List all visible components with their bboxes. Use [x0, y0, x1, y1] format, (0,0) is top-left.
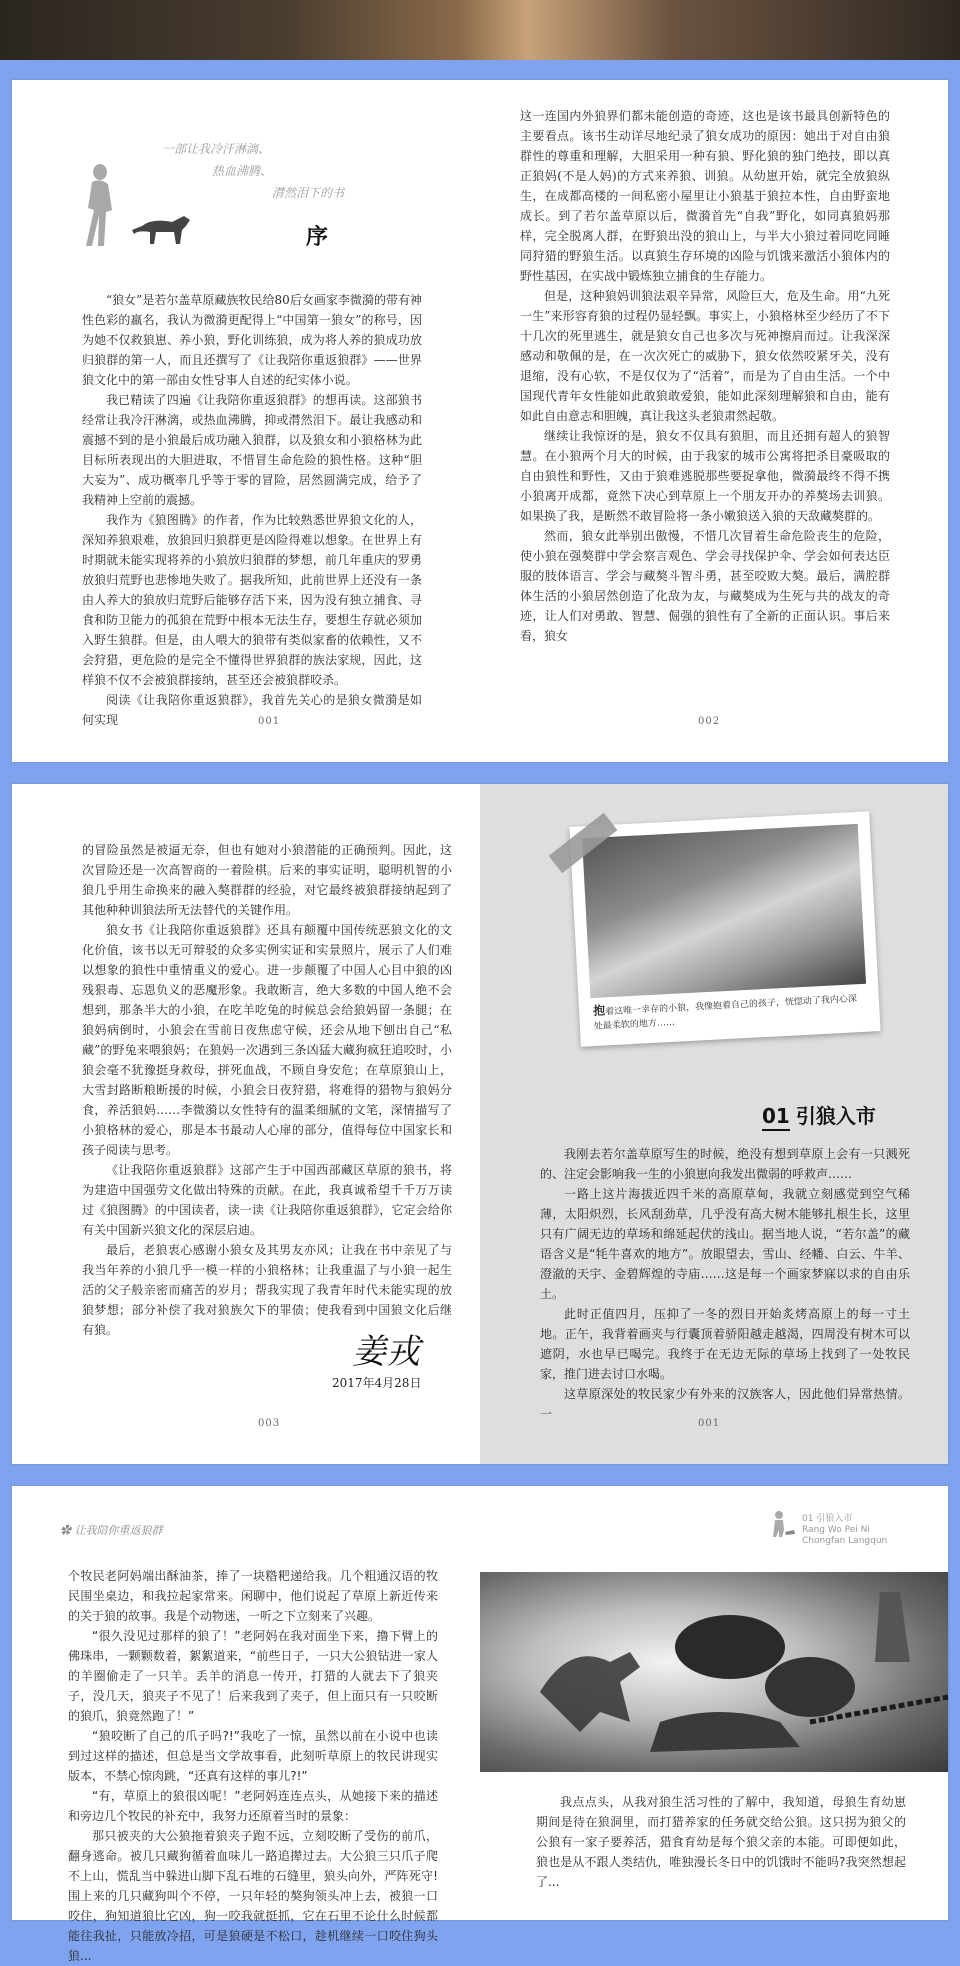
motto-line: 一部让我冷汗淋漓、	[162, 142, 271, 156]
paragraph: 个牧民老阿妈端出酥油茶，捧了一块糌粑递给我。几个粗通汉语的牧民围坐桌边，和我拉起家常来。闲聊中，他们说起了草原上新近传来的关于狼的故事。我是个动物迷，一听之下立刻来了兴趣。	[68, 1569, 438, 1623]
paragraph: 我作为《狼图腾》的作者，作为比较熟悉世界狼文化的人，深知养狼艰难，放狼回归狼群更是凶险得难以想象。在世界上有时期就未能实现将养的小狼放归狼群的梦想，前几年重庆的罗勇放狼归荒野也悲惨地失败了。据我所知，此前世界上还没有一条由人养大的狼放归荒野后能够存活下来，因为没有独立捕食、寻食和防卫能力的孤狼在荒野中根本无法生存，要想生存就必须加入野生狼群。但是，由人喂大的狼带有类似家畜的依赖性，又不会狩猎，更危险的是完全不懂得世界狼群的族法家规，因此，这样狼不仅不会被狼群接纳，甚至还会被狼群咬杀。	[82, 513, 422, 687]
chapter-title: 引狼入市	[795, 1104, 876, 1128]
paragraph: 继续让我惊讶的是，狼女不仅具有狼胆，而且还拥有超人的狼智慧。在小狼两个月大的时候，由于我家的城市公寓将把杀目豪吸取的自由狼性和野性，又由于狼难逃脱那些要捉拿他，微漪最终不得不携小狼离开成都，竟然下决心到草原上一个朋友开办的养獒场去训狼。如果换了我，是断然不敢冒险将一条小嫩狼送入狼的天敌藏獒群的。	[520, 429, 890, 523]
chapter-one-body-continued	[68, 1566, 438, 1966]
page-number: 002	[698, 716, 721, 727]
paragraph: “有，草原上的狼很凶呢！”老阿妈连连点头，从她接下来的描述和旁边几个牧民的补充中，我努力还原着当时的景象：	[68, 1789, 438, 1823]
paragraph: “很久没见过那样的狼了！”老阿妈在我对面坐下来，撸下臂上的佛珠串，一颗颗数着，絮絮道来，“前些日子，一只大公狼钻进一家人的羊圈偷走了一只羊。丢羊的消息一传开，打猎的人就去下了狼夹子，没几天，狼夹子不见了！后来我到了夹子，但上面只有一只咬断的狼爪，狼竟然跑了！”	[68, 1629, 438, 1723]
caption-text: 着这唯一幸存的小狼，我像抱着自己的孩子，恍惚动了我内心深处最柔软的地方……	[593, 994, 858, 1032]
chapter-heading	[762, 1100, 876, 1129]
chapter-one-body-right	[536, 1792, 906, 1892]
chapter-photo	[569, 811, 880, 1046]
chapter-one-opening-page	[480, 784, 948, 1464]
paragraph: 这草原深处的牧民家少有外来的汉族客人，因此他们异常热情。一	[540, 1387, 910, 1421]
paragraph: 然而，狼女此举别出傲慢，不惜几次冒着生命危险丧生的危险，使小狼在强獒群中学会察言观色、学会寻找保护伞、学会如何表达臣服的肢体语言、学会与藏獒斗智斗勇，甚至咬败大獒。最后，满腔群体生活的小狼居然创造了化敌为友，与藏獒成为生死与共的战友的奇迹，让人们对勇敢、智慧、倔强的狼性有了全新的正面认识。事后来看，狼女	[520, 529, 890, 643]
paragraph: 阅读《让我陪你重返狼群》，我首先关心的是狼女微漪是如何实现	[82, 693, 422, 727]
page-number: 001	[698, 1418, 721, 1429]
paragraph: 我已精读了四遍《让我陪你重返狼群》的想再读。这部狼书经常让我冷汗淋漓，或热血沸腾，抑或潸然泪下。最让我感动和震撼不到的是小狼最后成功融入狼群，以及狼女和小狼格林为此目标所表现出的大胆进取，不惜冒生命危险的狼性格。这种“胆大妄为”、成功概率几乎等于零的冒险，居然圆满完成，给予了我精神上空前的震撼。	[82, 393, 422, 507]
top-cropped-photo	[0, 0, 960, 60]
preface-title: 序	[306, 224, 329, 250]
paw-icon: ✿	[60, 1524, 75, 1537]
paragraph: 狼女书《让我陪你重返狼群》还具有颠覆中国传统恶狼文化的文化价值，该书以无可辩驳的众多实例实证和实景照片，展示了人们难以想象的狼性中重情重义的爱心。进一步颠覆了中国人心目中狼的凶残狠毒、忘恩负义的恶魔形象。我敢断言，绝大多数的中国人绝不会想到，那条半大的小狼，在吃羊吃兔的时候总会给狼妈留一条腿；在狼妈病倒时，小狼会在雪前日夜焦虑守候，还会从地下刨出自己“私藏”的野兔来喂狼妈；在狼妈一次遇到三条凶猛大藏狗疯狂追咬时，小狼会毫不犹豫挺身救母，拼死血战，不顾自身安危；在草原狼山上，大雪封路断粮断援的时候，小狼会日夜狩猎，将难得的猎物与狼妈分食，养活狼妈……李微漪以女性特有的温柔细腻的文笔，深情描写了小狼格林的爱心，那是本书最动人心扉的部分，值得每位中国家长和孩子阅读与思考。	[82, 923, 452, 1157]
paragraph: “狼女”是若尔盖草原藏族牧民给80后女画家李微漪的带有神性色彩的羸名，我认为微漪更配得上“中国第一狼女”的称号，因为她不仅救狼崽、养小狼，野化训练狼，成为将人养的狼成功放归狼群的第一人，而且还撰写了《让我陪你重返狼群》——世界狼文化中的第一部由女性당事人自述的纪实体小说。	[82, 293, 422, 387]
paragraph: 《让我陪你重返狼群》这部产生于中国西部藏区草原的狼书，将为建造中国强劳文化做出特殊的贡献。在此，我真诚希望千千万万读过《狼图腾》的中国读者，读一读《让我陪你重返狼群》，它定会给你有关中国新兴狼文化的深层启迪。	[82, 1163, 452, 1237]
preface-right-page	[480, 80, 948, 762]
running-head-pinyin: Rang Wo Pei Ni	[802, 1525, 870, 1535]
page-number: 001	[258, 716, 281, 727]
spread-preface-end-chapter-one	[12, 784, 948, 1464]
author-signature: 姜戎	[352, 1332, 420, 1372]
paragraph: 我刚去若尔盖草原写生的时候，绝没有想到草原上会有一只溅死的、注定会影响我一生的小狼崽向我发出微弱的呼救声……	[540, 1147, 910, 1181]
preface-left-page	[12, 80, 480, 762]
preface-end-page	[12, 784, 480, 1464]
preface-body-end	[82, 840, 452, 1340]
running-head	[60, 1522, 163, 1538]
woman-silhouette-icon	[770, 1510, 796, 1538]
paragraph: 那只被夹的大公狼拖着狼夹子跑不远，立刻咬断了受伤的前爪，翻身逃命。被几只藏狗循着血味儿一路追撵过去。大公狼三只爪子爬不上山，慌乱当中躲进山脚下乱石堆的石缝里，狼头向外，严阵死守!围上来的几只藏狗叫个不停，一只年轻的獒狗领头冲上去，被狼一口咬住，狗知道狼比它凶，狗一咬我就挺抓，它在石里不论什么时候都能往我扯，只能放冷招，可是狼硬是不松口，趁机继续一口咬住狗头狼...	[68, 1829, 438, 1963]
spread-preface	[12, 80, 948, 762]
illustration-drawing	[480, 1572, 948, 1772]
chapter-one-left-page	[12, 1486, 480, 1963]
paragraph: 一路上这片海拔近四千米的高原草甸，我就立刻感觉到空气稀薄，太阳炽烈，长风刮劲草，几乎没有高大树木能够扎根生长，这里只有广阔无边的草场和绵延起伏的浅山。据当地人说，“若尔盖”的藏语含义是“牦牛喜欢的地方”。放眼望去，雪山、经幡、白云、牛羊、澄澈的天宇、金碧辉煌的寺庙……这是每一个画家梦寐以求的自由乐土。	[540, 1187, 910, 1301]
paragraph: 此时正值四月，压抑了一冬的烈日开始炙烤高原上的每一寸土地。正午，我背着画夹与行囊顶着骄阳越走越渴，四周没有树木可以遮阴，水也早已喝完。我终于在无边无际的草场上找到了一处牧民家，推门进去讨口水喝。	[540, 1307, 910, 1381]
paragraph: “狼咬断了自己的爪子吗?!”我吃了一惊，虽然以前在小说中也读到过这样的描述，但总是当文学故事看，此刻听草原上的牧民讲现实版本，不禁心惊肉跳，“还真有这样的事儿?!”	[68, 1729, 438, 1783]
paragraph: 最后，老狼衷心感谢小狼女及其男友亦风；让我在书中亲见了与我当年养的小狼几乎一模一样的小狼格林；让我重温了与小狼一起生活的父子般亲密而痛苦的岁月；帮我实现了我青年时代未能实现的放狼梦想；部分补偿了我对狼族欠下的罪债；使我看到中国狼文化后继有狼。	[82, 1243, 452, 1337]
paragraph: 的冒险虽然是被逼无奈，但也有她对小狼潜能的正确预判。因此，这次冒险还是一次高智商的一着险棋。后来的事实证明，聪明机智的小狼几乎用生命换来的融入獒群群的经验，对它最终被狼群接纳起到了其他种种训狼法所无法替代的关键作用。	[82, 843, 452, 917]
photo-caption	[593, 990, 866, 1034]
running-head-pinyin: Chongfan Langqun	[802, 1536, 888, 1546]
preface-date: 2017年4月28日	[332, 1376, 422, 1390]
chapter-one-right-page	[480, 1486, 948, 1920]
wolves-vs-mastiffs-illustration	[480, 1572, 948, 1772]
preface-body-continued	[520, 106, 890, 646]
preface-body	[82, 290, 422, 730]
caption-initial: 抱	[592, 1003, 606, 1019]
chapter-number: 01	[762, 1104, 790, 1131]
running-head-chapter: 01 引狼入市	[802, 1514, 853, 1524]
motto-line: 潸然泪下的书	[272, 186, 345, 200]
motto-line: 热血沸腾、	[212, 164, 273, 178]
paragraph: 但是，这种狼妈训狼法艰辛异常，风险巨大，危及生命。用“九死一生”来形容育狼的过程仍显轻飘。事实上，小狼格林至少经历了不下十几次的死里逃生，就是狼女自己也多次与死神擦肩而过。让我深深感动和敬佩的是，在一次次死亡的威胁下，狼女依然咬紧牙关，没有退缩，没有心软，不是仅仅为了“活着”，而是为了自由生活。一个中国现代青年女性能如此敢狼敢爱狼，能如此深刻理解狼和自由，能有如此自由意志和胆魄，真让我这头老狼肃然起敬。	[520, 289, 890, 423]
woman-holding-wolf-cub-photo	[582, 824, 866, 998]
running-head-text: 让我陪你重返狼群	[74, 1524, 163, 1537]
page-number: 003	[258, 1418, 281, 1429]
spread-chapter-one-continued	[12, 1486, 948, 1963]
running-head-right	[802, 1514, 887, 1547]
chapter-one-body	[540, 1144, 910, 1424]
preface-motto	[162, 138, 344, 204]
paragraph: 这一连国内外狼界们都未能创造的奇迹，这也是该书最具创新特色的主要看点。该书生动详尽地纪录了狼女成功的原因：她出于对自由狼群性的尊重和理解，大胆采用一种有狼、野化狼的独门绝技，即以真正狼妈(不是人妈)的方式来养狼、训狼。从幼崽开始，就完全放狼纵生，在成都高楼的一间私密小屋里让小狼基于狼拉本性，自由野蛮地成长。到了若尔盖草原以后，微漪首先“自我”野化，如同真狼妈那样，完全脱离人群，在野狼出没的狼山上，与半大小狼过着同吃同睡同狩猎的野狼生活。以真狼生存环境的凶险与饥饿来激活小狼体内的野性基因，在实战中锻炼独立捕食的生存能力。	[520, 109, 890, 283]
paragraph: 我点点头，从我对狼生活习性的了解中，我知道，母狼生育幼崽期间是待在狼洞里，而打猎养家的任务就交给公狼。这只拐为狼父的公狼有一家子要养活，猎食育幼是每个狼父亲的本能。可即便如此，狼也是从不跟人类结仇，唯独漫长冬日中的饥饿时不能吗?我突然想起了...	[536, 1795, 906, 1889]
